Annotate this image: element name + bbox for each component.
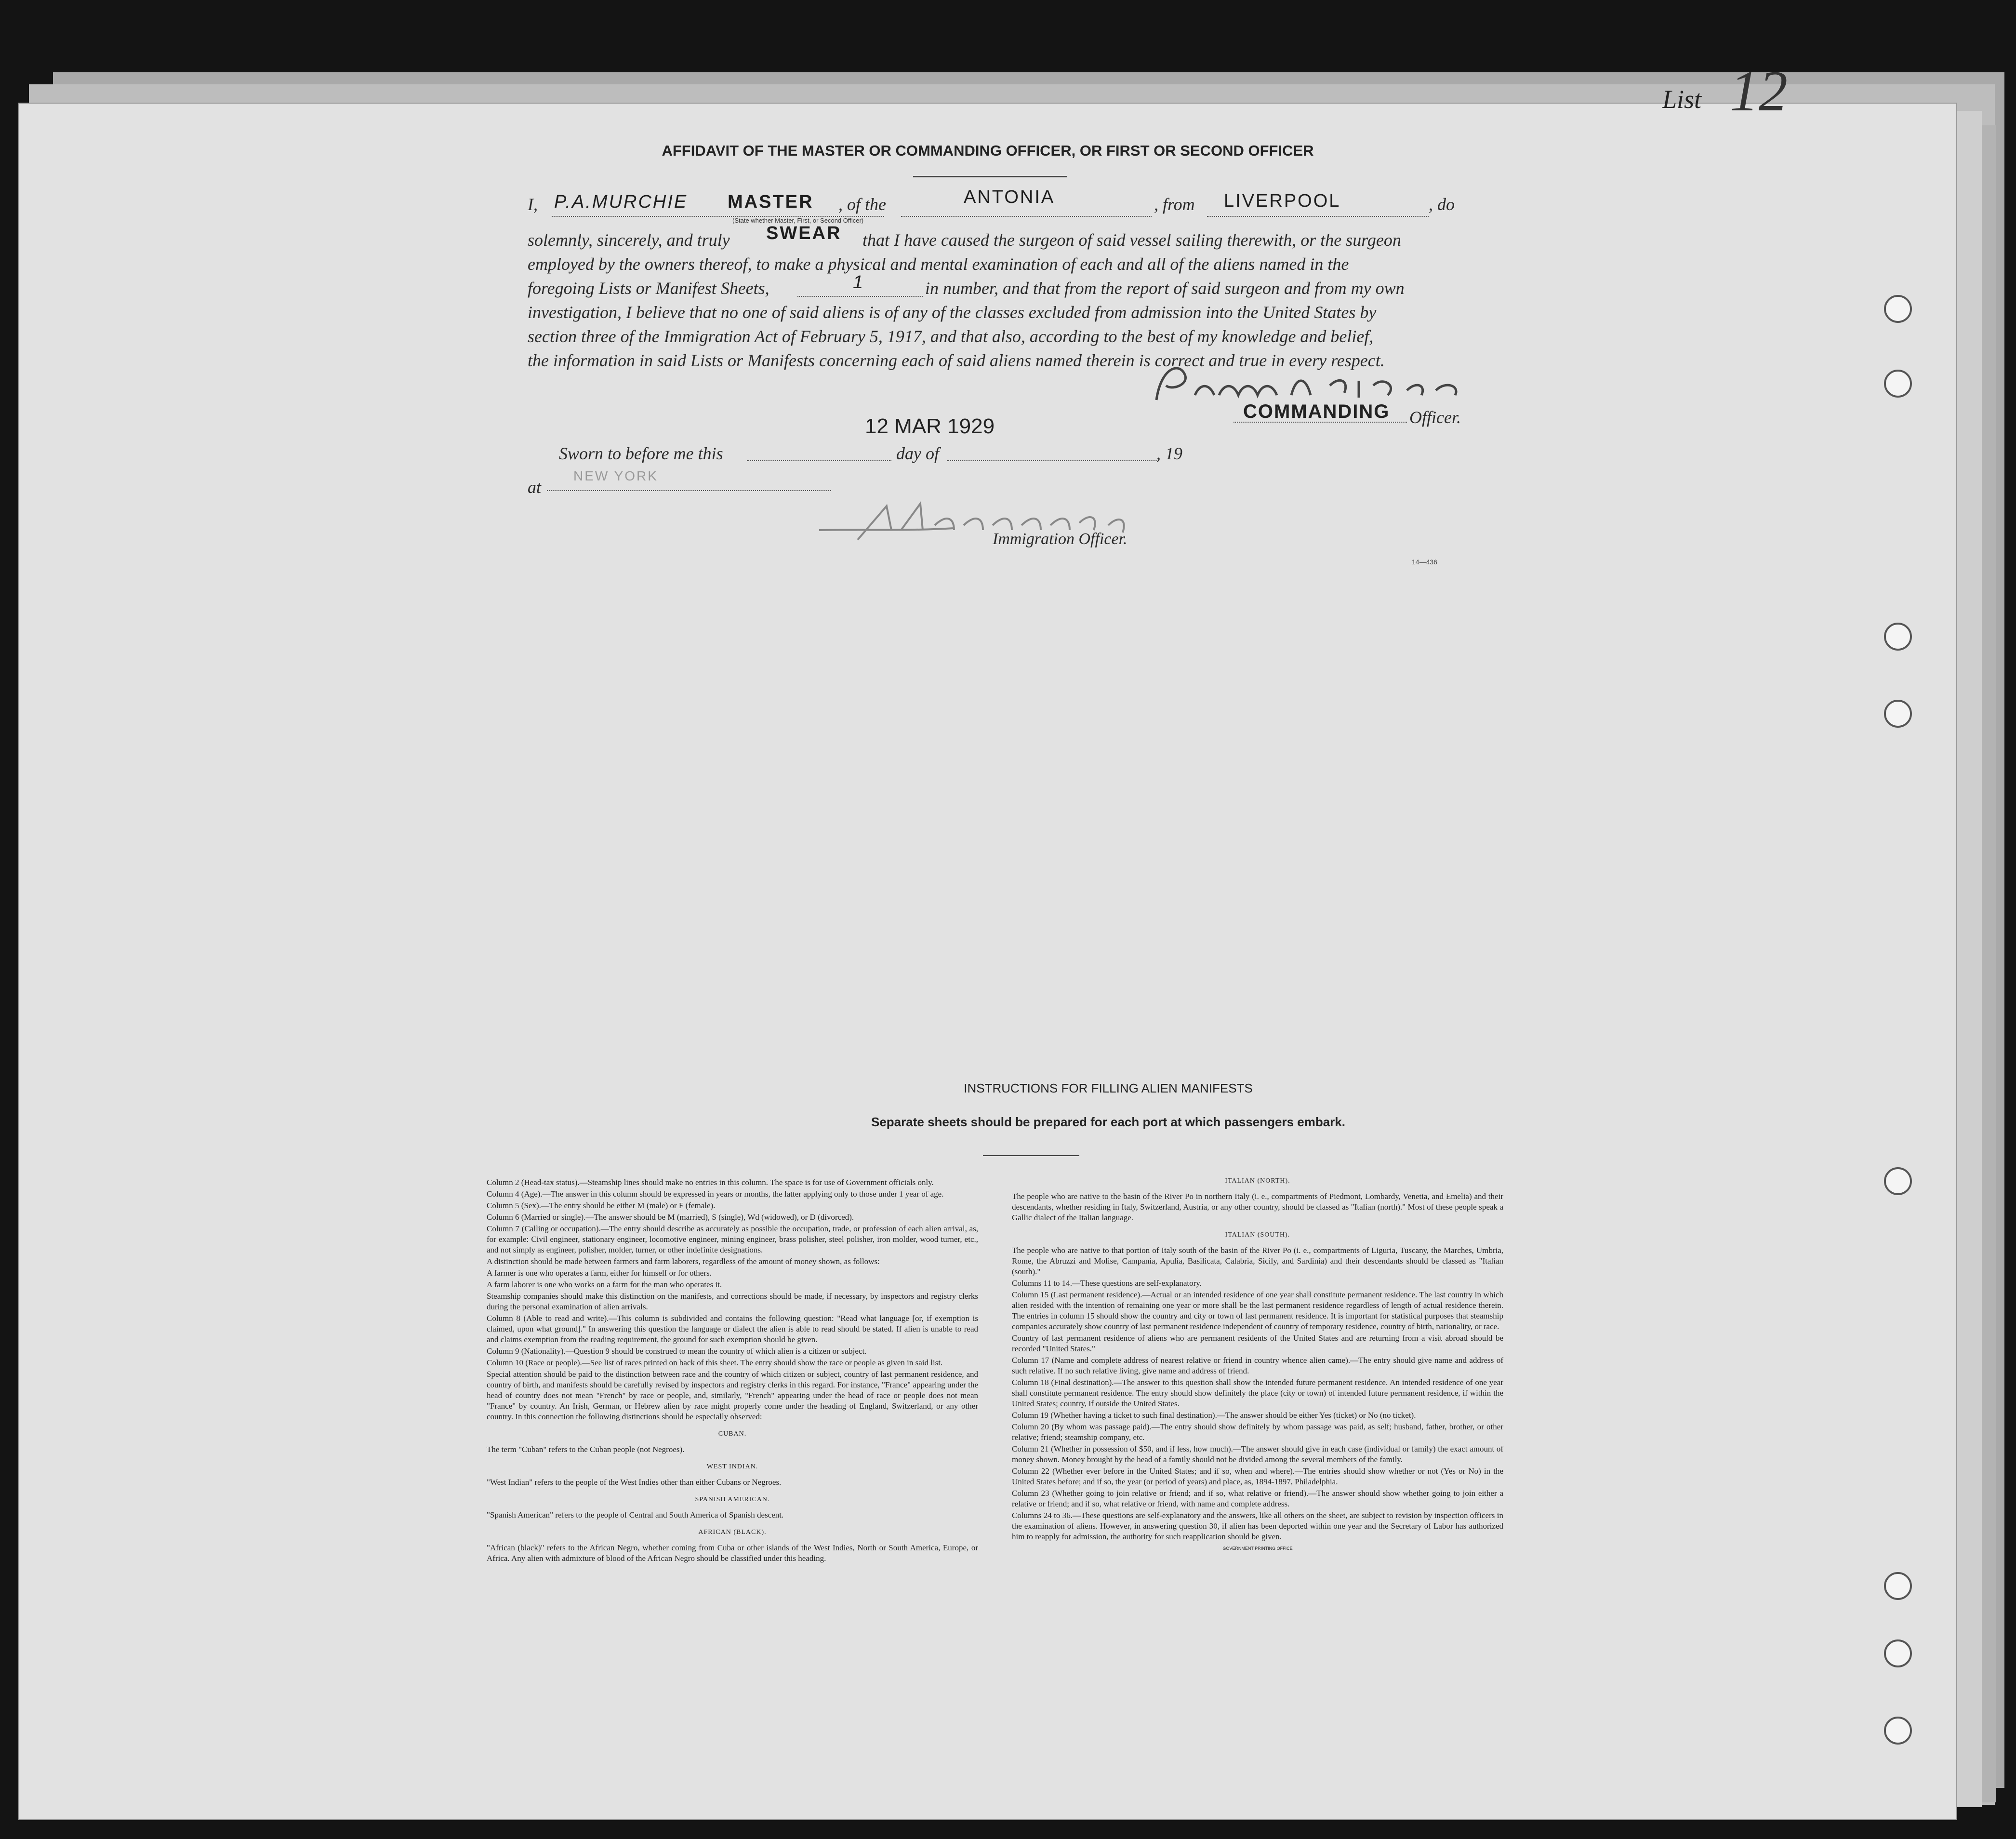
binder-hole-icon [1884,623,1912,651]
instruction-paragraph: Column 8 (Able to read and write).—This column is subdivided and contains the following question: "Read what language [or, if exemption is claimed, upon what ground]." In answering this question the language or dialect the alien is able to read should be stated. If alien is unable to read and claims exemption from the reading requirement, the ground for such exemption should be given. [487,1314,978,1344]
vessel-name: ANTONIA [964,187,1055,207]
binder-hole-icon [1884,370,1912,398]
vessel-blank [901,216,1152,217]
departure-port: LIVERPOOL [1224,191,1341,211]
section-heading: AFRICAN (BLACK). [698,1529,767,1536]
oath-word: SWEAR [766,223,842,243]
count-blank [797,296,923,297]
instruction-paragraph: The term "Cuban" refers to the Cuban people (not Negroes). [487,1445,685,1454]
instruction-paragraph: Columns 11 to 14.—These questions are self-explanatory. [1012,1279,1202,1288]
instruction-paragraph: "West Indian" refers to the people of the West Indies other than either Cubans or Negroes. [487,1478,782,1487]
section-heading: ITALIAN (SOUTH). [1225,1231,1290,1239]
form-code: 14—436 [1412,558,1437,566]
affidavit-line-2 [528,230,730,250]
instructions-left-column [487,1177,978,1565]
line4-start: foregoing Lists or Manifest Sheets, [528,279,769,298]
instruction-paragraph: Column 15 (Last permanent residence).—Actual or an intended residence of one year shall constitute permanent residence. The last country in which alien resided with the intention of remaining one year or more shall be the last permanent residence regardless of length of actual residence therein. The entries in column 15 should show the country and city or town of last permanent residence. It is important for statistical purposes that steamship companies accurately show country of last permanent residence independent of country of temporary residence, country of birth, nationality, or race. [1012,1290,1503,1331]
affidavit-title: AFFIDAVIT OF THE MASTER OR COMMANDING OFFICER, OR FIRST OR SECOND OFFICER [662,142,1314,159]
instructions-right-column [1012,1176,1503,1555]
location-stamp: NEW YORK [573,468,658,483]
instruction-paragraph: Column 19 (Whether having a ticket to such final destination).—The answer should be either Yes (ticket) or No (no ticket). [1012,1411,1416,1420]
instruction-paragraph: A distinction should be made between farmers and farm laborers, regardless of the amount of money shown, as follows: [487,1257,880,1266]
from-text: , from [1154,195,1195,214]
instruction-paragraph: Column 10 (Race or people).—See list of races printed on back of this sheet. The entry should show the race or people as given in said list. [487,1358,943,1367]
binder-hole-icon [1884,1572,1912,1600]
instruction-paragraph: Column 18 (Final destination).—The answer to this question shall show the intended future permanent residence. An intended residence of one year shall constitute permanent residence. The entry should show definitely the place (city or town) of intended future permanent residence, if within the United States; country, if outside the United States. [1012,1378,1503,1408]
sworn-text: Sworn to before me this [559,444,723,463]
instruction-paragraph: Steamship companies should make this distinction on the manifests, and corrections should be made, if necessary, by inspectors and registry clerks during the personal examination of alien arrivals. [487,1292,978,1311]
instructions-rule [983,1155,1079,1156]
instruction-paragraph: Column 4 (Age).—The answer in this column should be expressed in years or months, the latter applying only to those under 1 year of age. [487,1189,944,1199]
instruction-paragraph: The people who are native to the basin of the River Po in northern Italy (i. e., compartments of Piedmont, Lombardy, Venetia, and Emelia) and their descendants, whether residing in Italy, Switzerland, Austria, or any other country, should be classed as "Italian (north)." Most of these people speak a Gallic dialect of the Italian language. [1012,1192,1503,1222]
instruction-paragraph: Column 21 (Whether in possession of $50, and if less, how much).—The answer should give in each case (individual or family) the exact amount of money shown. Money brought by the head of a family should not be divided among the several members of the family. [1012,1444,1503,1464]
section-heading: SPANISH AMERICAN. [695,1496,770,1503]
binder-hole-icon [1884,700,1912,728]
instruction-paragraph: Column 7 (Calling or occupation).—The entry should describe as accurately as possible the occupation, trade, or profession of each alien arrival, as, for example: Civil engineer, stationary engineer, locomotive engineer, mining engineer, brass polisher, steel polisher, iron molder, wood turner, etc., and not simply as engineer, polisher, molder, turner, or other indefinite designations. [487,1224,978,1254]
instruction-paragraph: A farmer is one who operates a farm, either for himself or for others. [487,1268,712,1278]
instruction-paragraph: Columns 24 to 36.—These questions are self-explanatory and the answers, like all others on the sheet, are subject to revision by inspection officers in the examination of aliens. However, in answering question 30, if alien has been deported within one year and the Secretary of Labor has authorized him to reapply for admission, the authority for such reapplication should be given. [1012,1511,1503,1541]
instruction-paragraph: "Spanish American" refers to the people of Central and South America of Spanish descent. [487,1510,784,1519]
line2-start: solemnly, sincerely, and truly [528,230,730,250]
of-the-text: , of the [838,195,886,214]
affidavit-line-5: investigation, I believe that no one of said aliens is of any of the classes excluded from admission into the United States by [528,303,1377,322]
sheet-count: 1 [853,272,865,293]
instruction-paragraph: Column 22 (Whether ever before in the United States; and if so, when and where).—The entries should show whether or not (Yes or No) in the United States before; and if so, the year (or period of years) and place, as, 1894-1897, Philadelphia. [1012,1466,1503,1486]
immigration-officer-label: Immigration Officer. [993,530,1127,548]
location-blank [547,490,831,491]
section-heading: CUBAN. [718,1430,747,1438]
instruction-paragraph: "African (black)" refers to the African Negro, whether coming from Cuba or other islands of the West Indies, North or South America, Europe, or Africa. Any alien with admixture of blood of the African Negro should be classified under this heading. [487,1543,978,1563]
title-rule [913,176,1067,177]
day-of-text: day of [896,444,939,463]
instruction-paragraph: Column 6 (Married or single).—The answer should be M (married), S (single), Wd (widowed), or D (divorced). [487,1213,854,1222]
binder-hole-icon [1884,1167,1912,1195]
instruction-paragraph: Column 23 (Whether going to join relative or friend; and if so, what relative or friend).—The answer should show whether going to join either a relative or friend; and if so, what relative or friend, with name and complete address. [1012,1489,1503,1508]
instructions-title: INSTRUCTIONS FOR FILLING ALIEN MANIFESTS [964,1081,1253,1095]
do-text: , do [1429,195,1455,214]
binder-hole-icon [1884,1639,1912,1667]
officer-word: Officer. [1409,408,1461,427]
port-blank [1207,216,1429,217]
officer-rank: MASTER [728,192,814,212]
commanding-stamp: COMMANDING [1243,401,1390,422]
instruction-paragraph: Column 2 (Head-tax status).—Steamship lines should make no entries in this column. The space is for use of Government officials only. [487,1178,934,1187]
instruction-paragraph: Column 17 (Name and complete address of nearest relative or friend in country whence alien came).—The entry should give name and address of such relative. If no such relative living, give name and address of friend. [1012,1356,1503,1375]
instruction-paragraph: Country of last permanent residence of aliens who are permanent residents of the United States and are returning from a visit abroad should be recorded "United States." [1012,1333,1503,1353]
line2-end: that I have caused the surgeon of said vessel sailing therewith, or the surgeon [862,230,1401,250]
binder-hole-icon [1884,1717,1912,1745]
instruction-paragraph: Column 5 (Sex).—The entry should be either M (male) or F (female). [487,1201,716,1210]
affidavit-line-6: section three of the Immigration Act of February 5, 1917, and that also, according to the best of my knowledge and belief, [528,327,1374,346]
section-heading: WEST INDIAN. [706,1463,758,1470]
rank-note: (State whether Master, First, or Second Officer) [732,217,864,224]
binder-hole-icon [1884,295,1912,323]
month-blank [947,460,1159,461]
instruction-paragraph: Column 9 (Nationality).—Question 9 should be construed to mean the country of which alien is a citizen or subject. [487,1346,867,1356]
day-blank [747,460,891,461]
list-number: 12 [1730,59,1788,123]
affidavit-line-4 [528,278,769,298]
officer-name: P.A.MURCHIE [554,192,688,212]
list-label: List [1662,85,1702,114]
instruction-paragraph: Special attention should be paid to the distinction between race and the country of which citizen or subject, country of last permanent residence, and country of birth, and manifests should be carefully revised by inspectors and registry clerks in this regard. For instance, "France" appearing under the head of country does not mean "French" by race or people, and, similarly, "French" appearing under the head of race or people does not mean "France" by country. An Irish, German, or Hebrew alien by race might properly come under the heading of England, Switzerland, or any other country. In this connection the following distinctions should be especially observed: [487,1370,978,1421]
pronoun: I, [528,195,538,214]
instruction-paragraph: A farm laborer is one who works on a farm for the man who operates it. [487,1280,722,1289]
signature-blank [1233,422,1407,423]
at-text: at [528,478,542,497]
instructions-subtitle: Separate sheets should be prepared for each port at which passengers embark. [871,1115,1345,1129]
section-heading: ITALIAN (NORTH). [1225,1177,1290,1185]
affidavit-line-7: the information in said Lists or Manifests concerning each of said aliens named therein is correct and true in every respect. [528,351,1385,370]
line4-end: in number, and that from the report of said surgeon and from my own [925,279,1405,298]
printer-imprint: GOVERNMENT PRINTING OFFICE [1222,1546,1293,1551]
date-stamp: 12 MAR 1929 [865,414,995,438]
affidavit-line-1 [528,194,538,214]
instruction-paragraph: The people who are native to that portion of Italy south of the basin of the River Po (i. e., compartments of Liguria, Tuscany, the Marches, Umbria, Rome, the Abruzzi and Molise, Campania, Apulia, Basilicata, Calabria, Sicily, and Sardinia) and their descendants should be classed as "Italian (south)." [1012,1246,1503,1276]
instruction-paragraph: Column 20 (By whom was passage paid).—The entry should show definitely by whom passage was paid, as self; husband, father, brother, or other relative; friend; steamship company, etc. [1012,1422,1503,1442]
affidavit-line-3: employed by the owners thereof, to make a physical and mental examination of each and all of the aliens named in the [528,254,1349,274]
year-prefix: , 19 [1156,444,1182,463]
